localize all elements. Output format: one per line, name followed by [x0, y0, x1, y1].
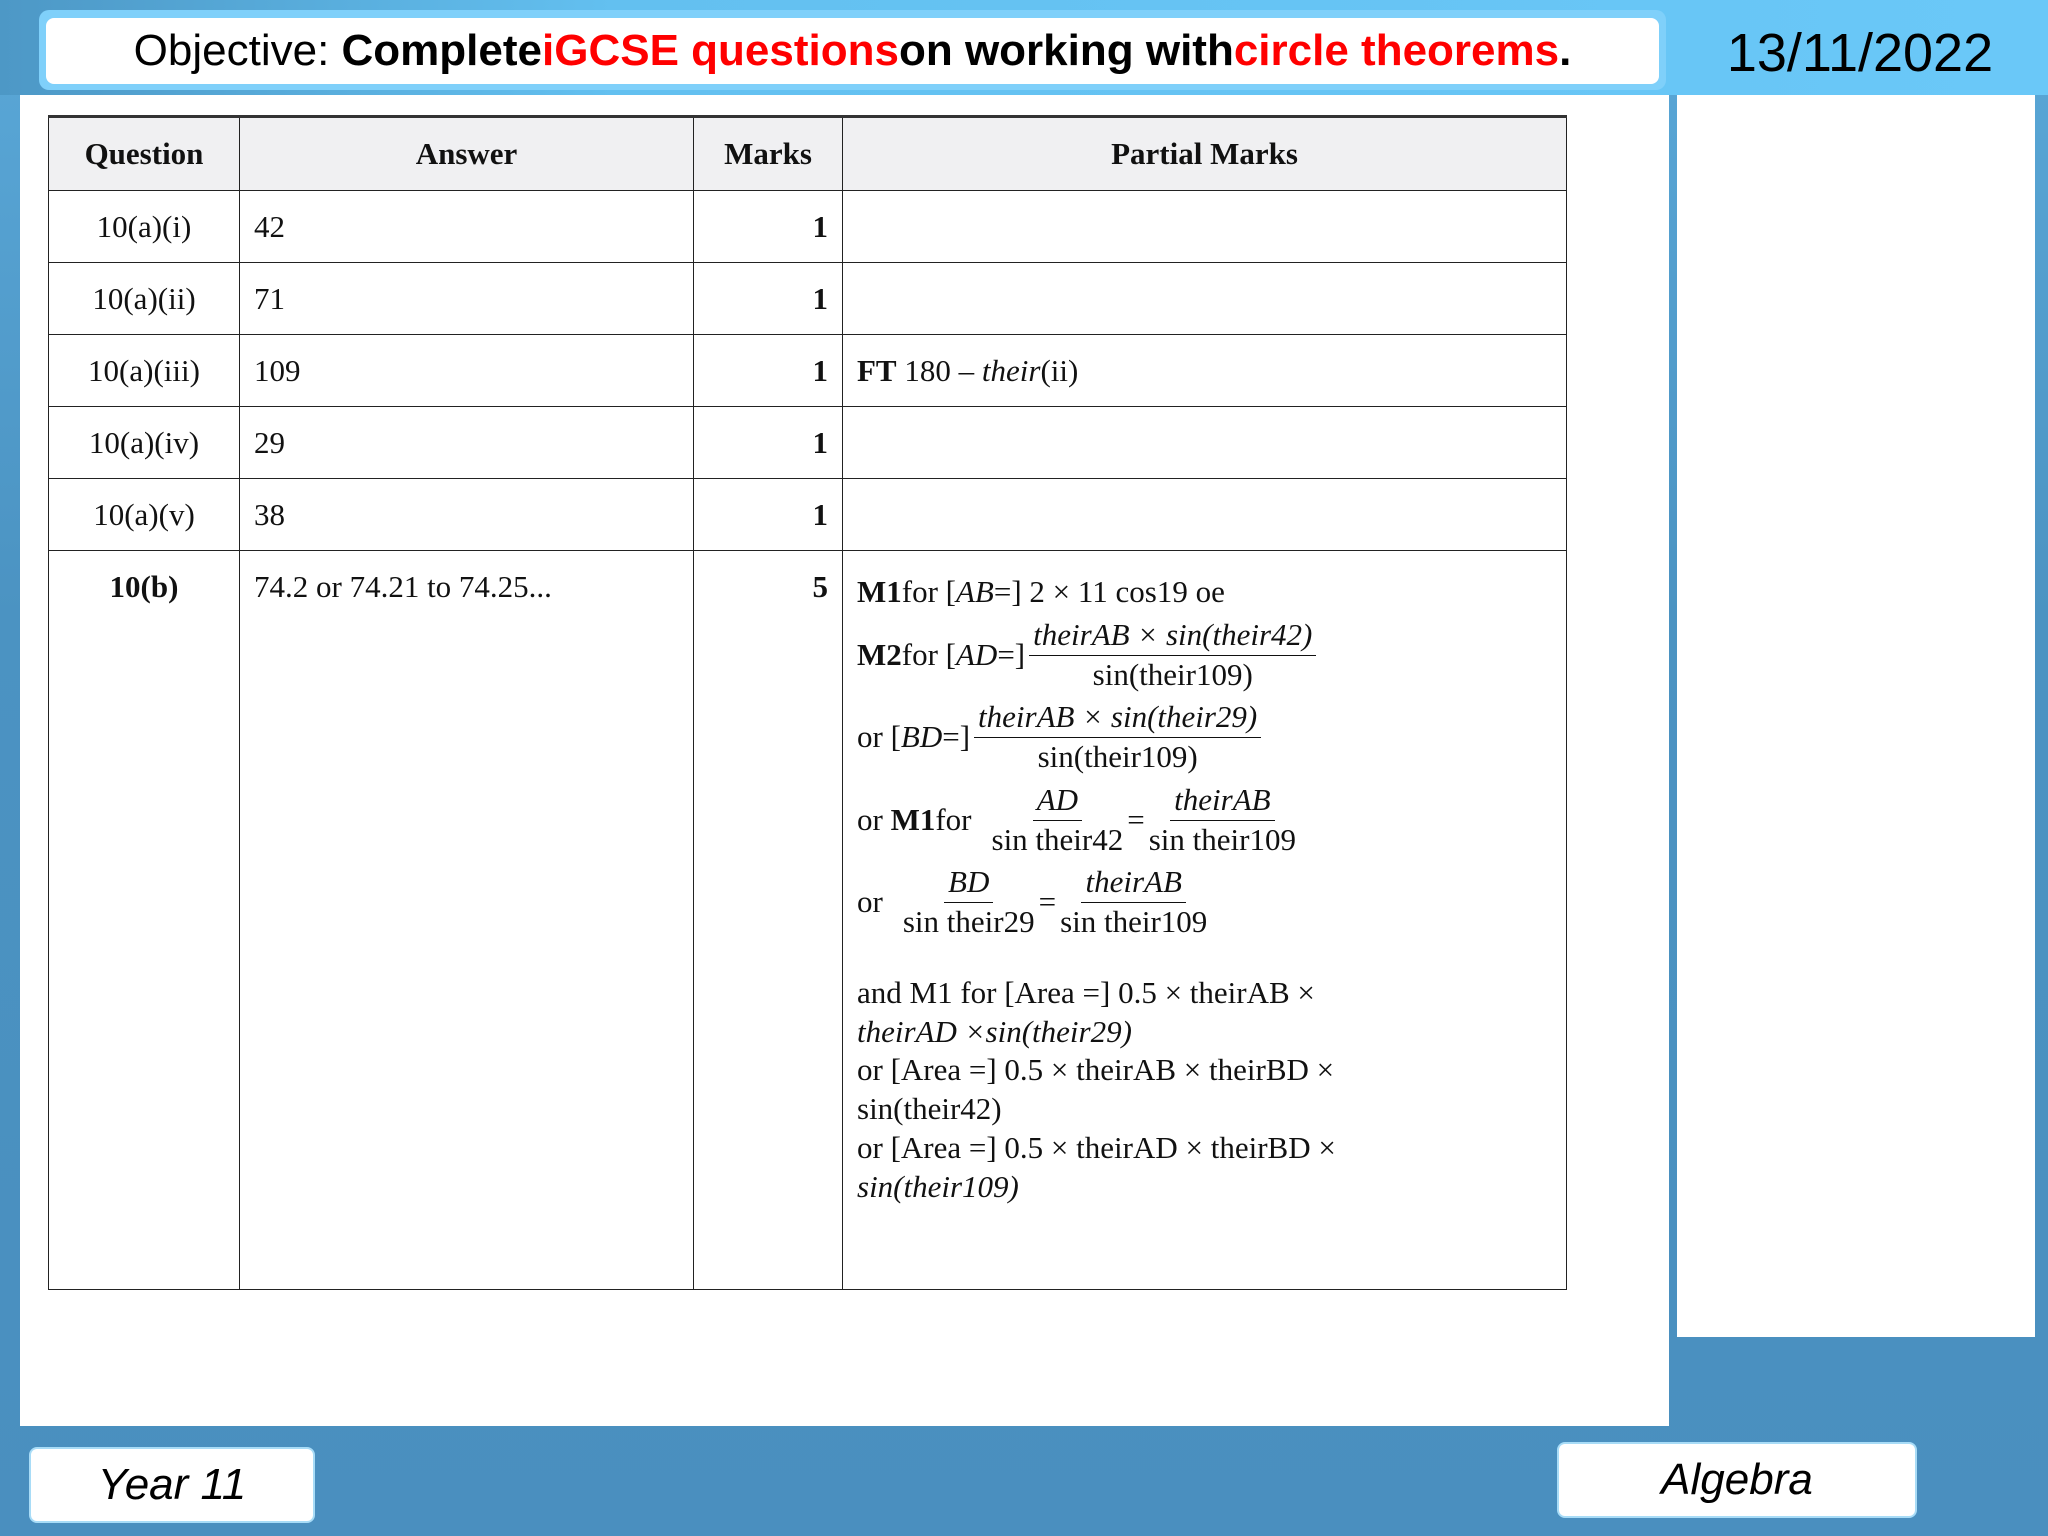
- marks-cell: 1: [694, 335, 843, 407]
- marks-cell: 5: [694, 551, 843, 1290]
- var: BD: [900, 719, 943, 755]
- denominator: sin their109: [1148, 821, 1296, 857]
- partial-italic: their: [981, 352, 1041, 388]
- text: =] 2 × 11 cos19 oe: [993, 574, 1225, 609]
- answer-cell: 29: [240, 407, 694, 479]
- spacer: [857, 946, 1552, 974]
- question-cell: 10(a)(ii): [49, 263, 240, 335]
- numerator: theirAB × sin(their29): [974, 698, 1261, 738]
- answer-cell: 71: [240, 263, 694, 335]
- partial-cell: [843, 263, 1567, 335]
- denominator: sin their42: [991, 821, 1124, 857]
- equals: =: [1127, 801, 1145, 837]
- table-row: [49, 335, 1567, 407]
- text: for: [935, 801, 972, 837]
- mark-scheme-table: [48, 115, 1567, 1290]
- marks-cell: 1: [694, 191, 843, 263]
- objective-highlight-2: circle theorems: [1233, 26, 1560, 75]
- col-marks: Marks: [694, 117, 843, 191]
- area-line: theirAD ×sin(their29): [857, 1013, 1132, 1049]
- partial-text-end: (ii): [1040, 352, 1079, 388]
- question-cell: 10(a)(v): [49, 479, 240, 551]
- method-line-2: [857, 616, 1552, 695]
- objective-banner: [46, 18, 1659, 84]
- method-line-3: [857, 698, 1552, 777]
- marks-cell: 1: [694, 479, 843, 551]
- denominator: sin(their109): [1092, 656, 1253, 692]
- numerator: theirAB × sin(their42): [1029, 616, 1316, 656]
- fraction: [974, 698, 1261, 777]
- text: or: [857, 801, 883, 837]
- answer-cell: 42: [240, 191, 694, 263]
- denominator: sin(their109): [1037, 739, 1198, 774]
- partial-cell: [843, 191, 1567, 263]
- marks-cell: 1: [694, 407, 843, 479]
- year-label: Year 11: [29, 1447, 315, 1523]
- question-cell: 10(a)(iv): [49, 407, 240, 479]
- table-row: [49, 263, 1567, 335]
- mark-code: M1: [857, 574, 902, 609]
- table-row: [49, 551, 1567, 1290]
- objective-text-2: on working with: [898, 26, 1234, 75]
- table-header: [49, 117, 1567, 191]
- area-line: and M1 for [Area =] 0.5 × theirAB ×: [857, 974, 1315, 1010]
- date: 13/11/2022: [1726, 23, 1994, 83]
- denominator: sin their109: [1060, 904, 1208, 939]
- mark-code: M2: [857, 636, 902, 672]
- text: or [: [857, 719, 901, 755]
- partial-text: 180 –: [896, 352, 982, 388]
- fraction: [992, 781, 1124, 860]
- answer-cell: 74.2 or 74.21 to 74.25...: [240, 551, 694, 1290]
- numerator: AD: [1033, 781, 1082, 821]
- col-question: Question: [49, 117, 240, 191]
- method-line-4: [857, 781, 1552, 860]
- partial-cell: [843, 335, 1567, 407]
- table-row: [49, 479, 1567, 551]
- answer-cell: 109: [240, 335, 694, 407]
- area-line: or [Area =] 0.5 × theirAD × theirBD ×: [857, 1129, 1336, 1165]
- answer-cell: 38: [240, 479, 694, 551]
- text: =]: [997, 636, 1026, 672]
- mark-code: M1: [890, 801, 936, 837]
- area-line: sin(their42): [857, 1091, 1002, 1126]
- method-line-5: [857, 863, 1552, 942]
- var: AD: [956, 636, 998, 672]
- method-line-1: [857, 573, 1552, 612]
- marks-cell: 1: [694, 263, 843, 335]
- col-partial-marks: Partial Marks: [843, 117, 1567, 191]
- question-cell: 10(a)(i): [49, 191, 240, 263]
- question-cell: 10(a)(iii): [49, 335, 240, 407]
- objective-text-1: Complete: [341, 26, 543, 75]
- fraction: [1149, 781, 1296, 860]
- table-row: [49, 191, 1567, 263]
- text: for [: [901, 574, 956, 609]
- text: or: [857, 884, 883, 920]
- question-cell: 10(b): [49, 551, 240, 1290]
- table-row: [49, 407, 1567, 479]
- fraction: [1029, 616, 1316, 695]
- partial-cell: [843, 551, 1567, 1290]
- partial-cell: [843, 407, 1567, 479]
- objective-highlight-1: iGCSE questions: [542, 26, 899, 75]
- partial-cell: [843, 479, 1567, 551]
- numerator: theirAB: [1081, 863, 1185, 903]
- objective-text-3: .: [1559, 26, 1572, 75]
- equals: =: [1038, 884, 1057, 920]
- fraction: [903, 863, 1035, 942]
- numerator: BD: [944, 863, 993, 903]
- text: for [: [901, 636, 956, 672]
- topic-label: Algebra: [1557, 1442, 1917, 1518]
- col-answer: Answer: [240, 117, 694, 191]
- area-line: sin(their109): [857, 1168, 1019, 1204]
- denominator: sin their29: [902, 904, 1035, 939]
- text: =]: [942, 719, 971, 755]
- objective-label: Objective:: [133, 26, 330, 75]
- fraction: [1060, 863, 1207, 942]
- area-line: or [Area =] 0.5 × theirAB × theirBD ×: [857, 1052, 1335, 1088]
- numerator: theirAB: [1170, 781, 1274, 821]
- var: AB: [956, 574, 994, 609]
- ft-label: FT: [857, 352, 897, 388]
- side-panel: [1677, 95, 2035, 1337]
